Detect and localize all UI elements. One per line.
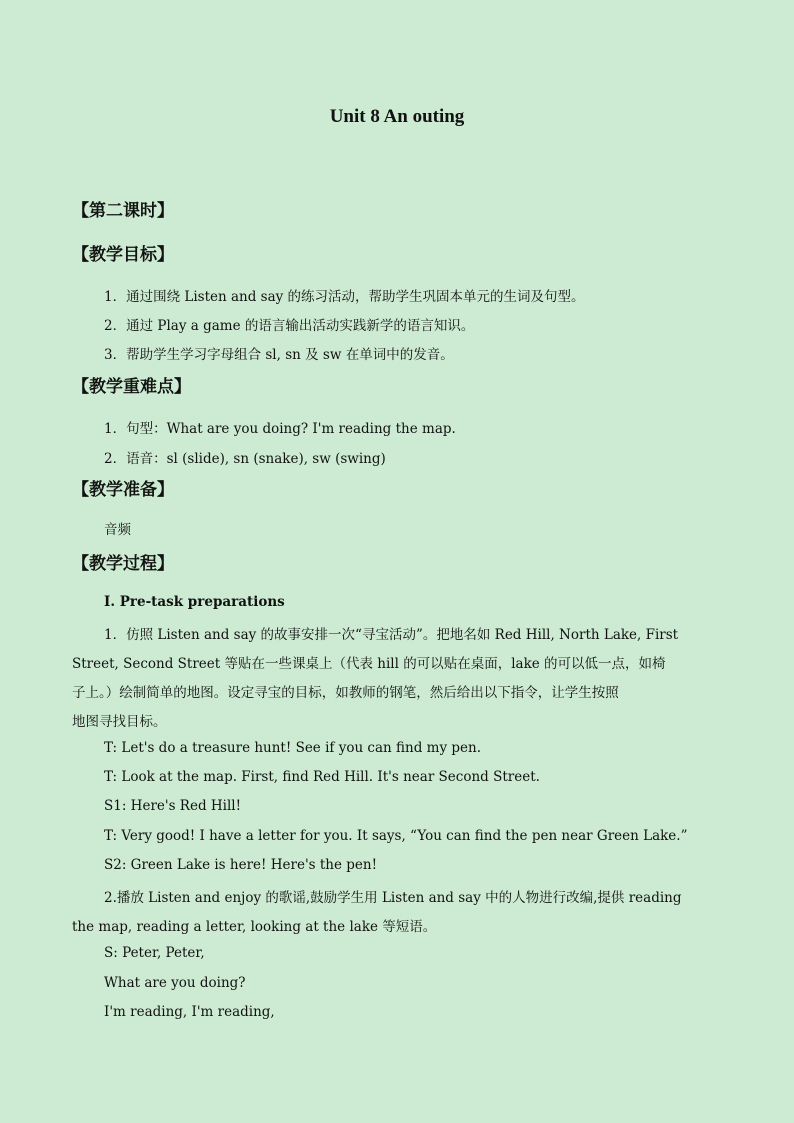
- key-point-item: 2．语音：sl (slide), sn (snake), sw (swing): [104, 451, 386, 467]
- lesson-heading: 【第二课时】: [72, 201, 174, 221]
- process-subheading: Ⅰ. Pre-task preparations: [104, 594, 285, 610]
- step1-line: 地图寻找目标。: [72, 714, 167, 730]
- song-line: S: Peter, Peter,: [104, 945, 205, 961]
- song-line: What are you doing?: [104, 975, 246, 991]
- dialogue-line: T: Look at the map. First, find Red Hill. It's near Second Street.: [104, 769, 540, 785]
- dialogue-line: T: Very good! I have a letter for you. It says, “You can find the pen near Green Lake.”: [104, 828, 688, 844]
- step1-line: 1．仿照 Listen and say 的故事安排一次“寻宝活动”。把地名如 Red Hill, North Lake, First: [104, 627, 679, 643]
- objectives-heading: 【教学目标】: [72, 245, 174, 265]
- objective-item: 1．通过围绕 Listen and say 的练习活动，帮助学生巩固本单元的生词及句型。: [104, 289, 585, 305]
- key-point-item: 1．句型：What are you doing? I'm reading the map.: [104, 421, 456, 437]
- document-title: Unit 8 An outing: [329, 106, 465, 127]
- process-heading: 【教学过程】: [72, 554, 174, 574]
- objective-item: 2．通过 Play a game 的语言输出活动实践新学的语言知识。: [104, 318, 475, 334]
- key-points-heading: 【教学重难点】: [72, 377, 191, 397]
- dialogue-line: T: Let's do a treasure hunt! See if you can find my pen.: [104, 740, 481, 756]
- dialogue-line: S1: Here's Red Hill!: [104, 798, 242, 814]
- song-line: I'm reading, I'm reading,: [104, 1004, 275, 1020]
- preparation-heading: 【教学准备】: [72, 480, 174, 500]
- step2-line: 2.播放 Listen and enjoy 的歌谣,鼓励学生用 Listen and say 中的人物进行改编,提供 reading: [104, 890, 682, 906]
- step1-line: Street, Second Street 等贴在一些课桌上（代表 hill 的可以贴在桌面，lake 的可以低一点，如椅: [72, 656, 666, 672]
- preparation-item: 音频: [104, 522, 131, 538]
- step1-line: 子上。）绘制简单的地图。设定寻宝的目标，如教师的钢笔，然后给出以下指令，让学生按照: [72, 685, 619, 701]
- dialogue-line: S2: Green Lake is here! Here's the pen!: [104, 857, 378, 873]
- step2-line: the map, reading a letter, looking at the lake 等短语。: [72, 919, 437, 935]
- objective-item: 3．帮助学生学习字母组合 sl, sn 及 sw 在单词中的发音。: [104, 347, 454, 363]
